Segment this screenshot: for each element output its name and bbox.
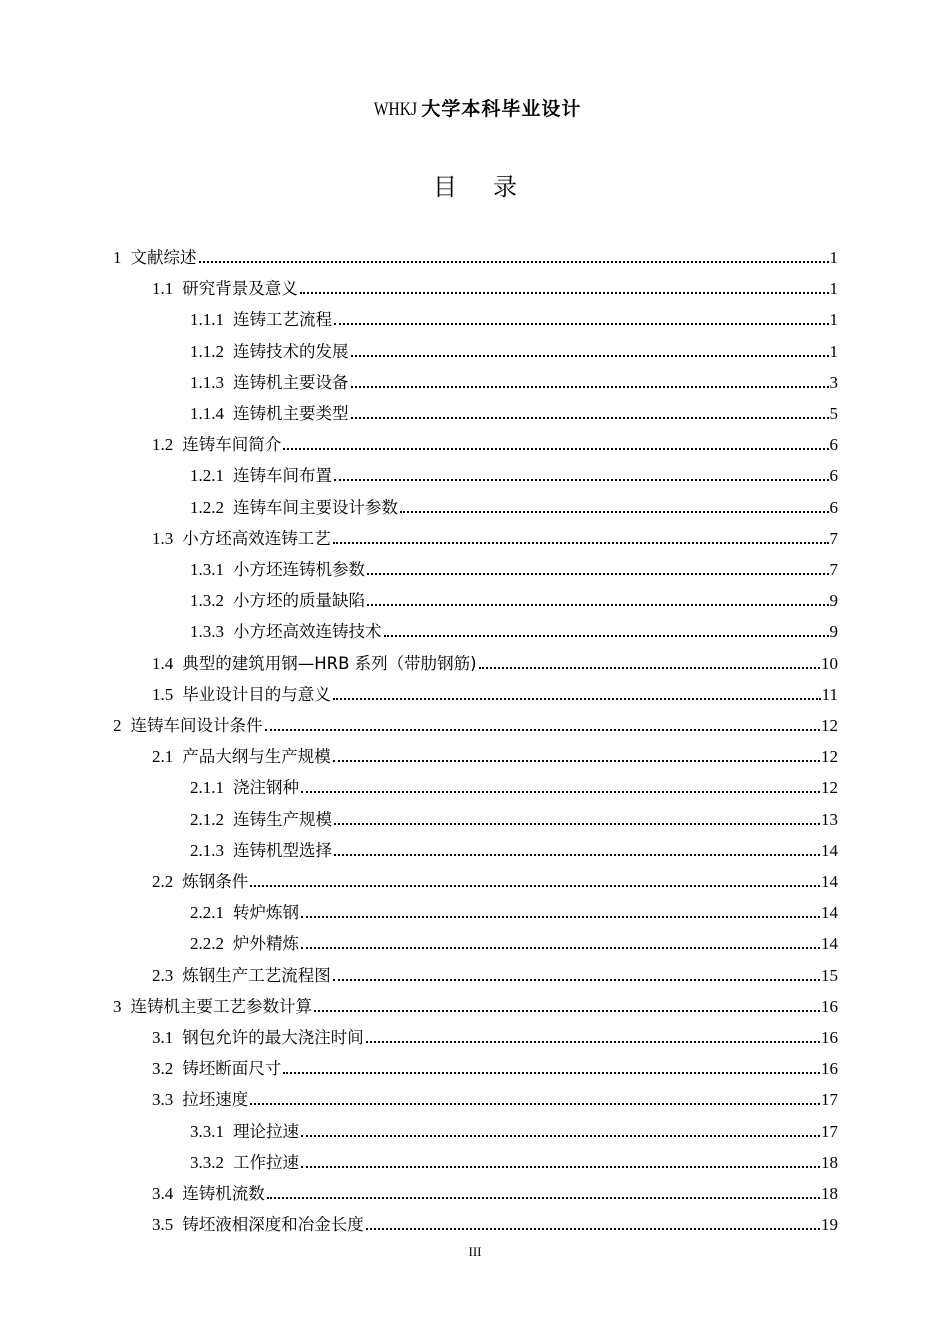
toc-leader-dots: [250, 885, 820, 887]
toc-entry-label: 连铸机型选择: [233, 840, 332, 860]
toc-entry-number: 1.1: [152, 279, 174, 299]
toc-entry-page: 18: [821, 1184, 838, 1203]
toc-entry[interactable]: [190, 456, 838, 487]
toc-leader-dots: [367, 604, 829, 606]
toc-entry[interactable]: [113, 706, 838, 737]
toc-entry-label: 研究背景及意义: [182, 279, 298, 299]
toc-entry-number: 1.2.1: [190, 466, 224, 486]
toc-entry-number: 1.2: [152, 435, 174, 455]
toc-entry[interactable]: [190, 394, 838, 425]
toc-leader-dots: [351, 417, 829, 419]
toc-entry-label: 小方坯高效连铸技术: [233, 622, 382, 642]
toc-leader-dots: [333, 698, 821, 700]
toc-leader-dots: [283, 448, 828, 450]
toc-entry-page: 14: [821, 840, 838, 860]
toc-entry[interactable]: [152, 425, 838, 456]
toc-entry-label: 炉外精炼: [233, 934, 299, 954]
toc-entry-label: 典型的建筑用钢—HRB 系列（带肋钢筋): [182, 653, 477, 673]
page-number: III: [468, 1244, 482, 1259]
toc-entry[interactable]: [190, 332, 838, 363]
toc-entry-number: 2.2.2: [190, 934, 224, 954]
toc-entry-page: 16: [821, 1059, 838, 1079]
toc-leader-dots: [333, 979, 820, 981]
toc-entry-page: 12: [821, 778, 838, 798]
toc-entry-number: 1.4: [152, 653, 174, 673]
toc-entry-page: 17: [821, 1121, 838, 1141]
toc-entry[interactable]: [152, 269, 838, 300]
toc-leader-dots: [366, 1041, 820, 1043]
toc-leader-dots: [300, 292, 829, 294]
toc-entry-label: 连铸车间设计条件: [130, 716, 263, 735]
toc-entry-number: 1: [113, 248, 122, 267]
toc-entry-label: 连铸生产规模: [233, 809, 332, 829]
toc-entry-number: 3.4: [152, 1184, 174, 1203]
toc-entry-page: 7: [829, 560, 838, 579]
toc-entry[interactable]: [152, 1174, 838, 1205]
toc-entry-number: 1.1.1: [190, 310, 224, 330]
toc-entry-number: 2.2.1: [190, 903, 224, 923]
toc-entry-page: 9: [829, 591, 838, 611]
toc-entry-number: 3.2: [152, 1059, 174, 1079]
toc-leader-dots: [314, 1010, 820, 1012]
toc-entry-page: 5: [829, 404, 838, 423]
toc-entry-label: 连铸车间布置: [233, 466, 332, 486]
toc-entry-number: 3.5: [152, 1215, 174, 1235]
toc-entry-page: 12: [821, 716, 838, 735]
toc-entry-page: 12: [821, 747, 838, 767]
toc-leader-dots: [479, 667, 820, 669]
toc-leader-dots: [334, 823, 820, 825]
toc-entry-label: 毕业设计目的与意义: [182, 684, 331, 704]
toc-entry[interactable]: [190, 488, 838, 519]
toc-entry-label: 工作拉速: [233, 1152, 299, 1172]
toc-entry-page: 1: [829, 310, 838, 330]
toc-leader-dots: [301, 1135, 820, 1137]
toc-entry[interactable]: [152, 519, 838, 550]
toc-entry-label: 小方坯高效连铸工艺: [182, 528, 331, 548]
toc-entry-page: 3: [829, 372, 838, 392]
toc-entry-label: 炼钢生产工艺流程图: [182, 965, 331, 985]
toc-entry-number: 2.1.2: [190, 809, 224, 829]
toc-entry-page: 17: [821, 1090, 838, 1110]
toc-entry[interactable]: [190, 800, 838, 831]
toc-leader-dots: [334, 323, 829, 325]
toc-entry-label: 连铸车间主要设计参数: [233, 497, 398, 517]
toc-entry-page: 6: [829, 497, 838, 517]
toc-entry-page: 1: [829, 341, 838, 361]
toc-entry-page: 14: [821, 872, 838, 891]
toc-leader-dots: [351, 355, 829, 357]
toc-entry-label: 小方坯连铸机参数: [233, 560, 365, 579]
toc-entry-page: 13: [821, 809, 838, 829]
toc-leader-dots: [301, 1166, 820, 1168]
toc-entry-label: 连铸工艺流程: [233, 310, 332, 330]
toc-entry-number: 1.3.2: [190, 591, 224, 611]
toc-entry-label: 连铸机主要工艺参数计算: [130, 996, 312, 1016]
toc-entry-page: 15: [821, 965, 838, 985]
toc-entry-number: 2: [113, 716, 122, 735]
toc-entry-number: 1.2.2: [190, 497, 224, 517]
toc-entry[interactable]: [113, 987, 838, 1018]
toc-entry[interactable]: [152, 956, 838, 987]
toc-entry[interactable]: [190, 1112, 838, 1143]
toc-entry[interactable]: [152, 737, 838, 768]
toc-leader-dots: [265, 729, 821, 731]
toc-entry-number: 2.1.3: [190, 840, 224, 860]
toc-leader-dots: [351, 386, 829, 388]
toc-entry[interactable]: [190, 1143, 838, 1174]
toc-entry-page: 6: [829, 466, 838, 486]
toc-entry-number: 1.1.4: [190, 404, 224, 423]
toc-entry[interactable]: [152, 1205, 838, 1236]
toc-entry-number: 1.3.3: [190, 622, 224, 642]
toc-entry[interactable]: [190, 363, 838, 394]
toc-entry-page: 14: [821, 903, 838, 923]
toc-entry-page: 1: [829, 279, 838, 299]
toc-entry[interactable]: [152, 862, 838, 893]
toc-entry[interactable]: [190, 831, 838, 862]
toc-leader-dots: [333, 542, 829, 544]
toc-entry-page: 1: [829, 248, 838, 267]
toc-entry-number: 2.1: [152, 747, 174, 767]
toc-leader-dots: [366, 1228, 820, 1230]
toc-entry[interactable]: [190, 924, 838, 955]
toc-entry-label: 小方坯的质量缺陷: [233, 591, 365, 611]
toc-leader-dots: [400, 511, 829, 513]
toc-entry[interactable]: [190, 581, 838, 612]
toc-entry-label: 理论拉速: [233, 1121, 299, 1141]
toc-leader-dots: [301, 916, 820, 918]
toc-entry-label: 连铸机主要设备: [233, 372, 349, 392]
toc-entry-number: 3.3: [152, 1090, 174, 1110]
toc-entry-page: 11: [821, 684, 838, 704]
toc-entry-label: 浇注钢种: [233, 778, 299, 798]
toc-entry[interactable]: [152, 1080, 838, 1111]
toc-entry-number: 2.2: [152, 872, 174, 891]
toc-entry[interactable]: [152, 1018, 838, 1049]
toc-entry[interactable]: [113, 238, 838, 269]
toc-leader-dots: [283, 1072, 820, 1074]
toc-entry-page: 7: [829, 528, 838, 548]
toc-leader-dots: [334, 854, 820, 856]
toc-entry-label: 连铸机主要类型: [233, 404, 349, 423]
toc-leader-dots: [334, 479, 829, 481]
toc-entry-label: 炼钢条件: [182, 872, 249, 891]
toc-leader-dots: [267, 1197, 820, 1199]
toc-entry-label: 转炉炼钢: [233, 903, 299, 923]
toc-entry-number: 1.1.2: [190, 341, 224, 361]
toc-leader-dots: [250, 1103, 820, 1105]
toc-entry[interactable]: [190, 768, 838, 799]
toc-entry-number: 1.5: [152, 684, 174, 704]
toc-leader-dots: [199, 261, 829, 263]
header-title: 大学本科毕业设计: [421, 98, 582, 120]
toc-entry-page: 6: [829, 435, 838, 455]
toc-leader-dots: [367, 573, 829, 575]
toc-entry-label: 铸坯断面尺寸: [182, 1059, 282, 1079]
toc-entry[interactable]: [190, 550, 838, 581]
toc-entry-page: 19: [821, 1215, 838, 1235]
toc-entry-label: 文献综述: [130, 248, 197, 267]
toc-entry[interactable]: [190, 300, 838, 331]
toc-leader-dots: [333, 760, 820, 762]
page-header: [0, 96, 950, 123]
toc-entry-label: 产品大纲与生产规模: [182, 747, 331, 767]
toc-entry-number: 1.3: [152, 528, 174, 548]
toc-entry-number: 3.3.2: [190, 1152, 224, 1172]
toc-entry-page: 14: [821, 934, 838, 954]
toc-entry-page: 16: [821, 1028, 838, 1047]
toc-entry-page: 16: [821, 996, 838, 1016]
toc-entry-label: 钢包允许的最大浇注时间: [182, 1028, 364, 1047]
toc-entry-number: 1.1.3: [190, 372, 224, 392]
toc-entry-number: 2.1.1: [190, 778, 224, 798]
toc-entry-number: 2.3: [152, 965, 174, 985]
toc-entry[interactable]: [152, 644, 838, 675]
toc-entry[interactable]: [190, 612, 838, 643]
toc-entry-page: 18: [821, 1152, 838, 1172]
toc-entry-number: 3.1: [152, 1028, 174, 1047]
header-school-code: WHKJ: [373, 99, 417, 120]
toc-entry[interactable]: [190, 893, 838, 924]
toc-entry-label: 拉坯速度: [182, 1090, 249, 1110]
toc-entry-number: 3.3.1: [190, 1121, 224, 1141]
toc-title: 目录: [433, 173, 553, 201]
toc-leader-dots: [301, 791, 820, 793]
toc-entry[interactable]: [152, 1049, 838, 1080]
toc-entry-page: 9: [829, 622, 838, 642]
toc-entry-number: 3: [113, 996, 122, 1016]
toc-leader-dots: [301, 947, 820, 949]
toc-entry-label: 连铸车间简介: [182, 435, 282, 455]
toc-entry[interactable]: [152, 675, 838, 706]
toc-entry-number: 1.3.1: [190, 560, 224, 579]
toc-entry-label: 连铸机流数: [182, 1184, 265, 1203]
toc-leader-dots: [384, 635, 829, 637]
toc-entry-label: 铸坯液相深度和冶金长度: [182, 1215, 364, 1235]
toc-entry-label: 连铸技术的发展: [233, 341, 349, 361]
toc-entry-page: 10: [821, 653, 838, 673]
